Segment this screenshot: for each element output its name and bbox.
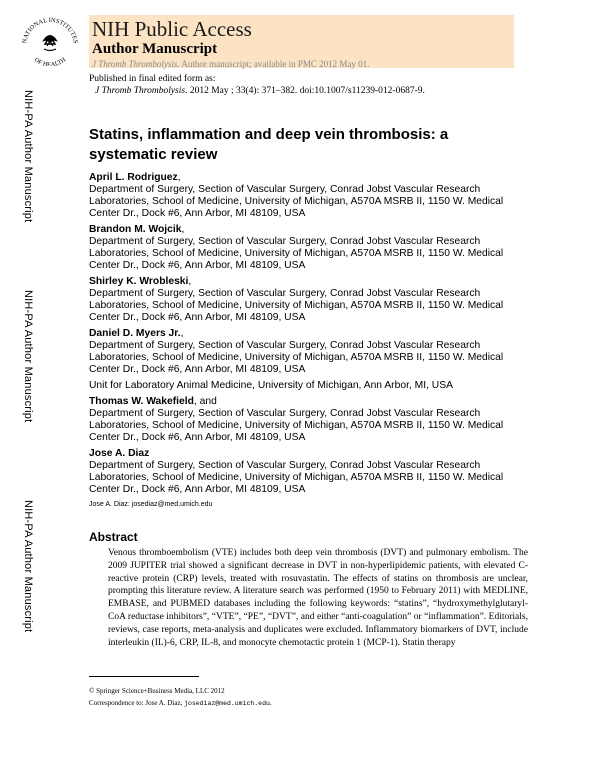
author-separator: , xyxy=(188,276,192,287)
author-name: Thomas W. Wakefield xyxy=(89,396,194,407)
side-label-manuscript: NIH-PA Author Manuscript xyxy=(22,500,34,633)
copyright-notice: © Springer Science+Business Media, LLC 2012 xyxy=(89,687,225,695)
author-entry xyxy=(89,328,529,376)
correspondence-note xyxy=(89,698,272,709)
correspondence-label: Correspondence to: Jose A. Diaz, xyxy=(89,699,185,707)
seal-text-top: NATIONAL INSTITUTES xyxy=(21,16,79,45)
author-separator: , xyxy=(181,224,185,235)
author-email-line: Jose A. Diaz: josediaz@med.umich.edu xyxy=(89,501,213,508)
abstract-heading: Abstract xyxy=(89,530,138,544)
author-name: Shirley K. Wrobleski xyxy=(89,276,189,287)
publication-details: . 2012 May ; 33(4): 371–382. doi:10.1007/s11239-012-0687-9. xyxy=(185,86,425,96)
eagle-icon xyxy=(42,35,58,51)
author-entry xyxy=(89,172,529,220)
side-label-manuscript: NIH-PA Author Manuscript xyxy=(22,290,34,423)
author-name: April L. Rodriguez xyxy=(89,172,178,183)
author-entry xyxy=(89,276,529,324)
author-entry xyxy=(89,396,529,444)
publication-citation xyxy=(95,85,425,97)
correspondence-email: josediaz@med.umich.edu xyxy=(184,700,270,707)
correspondence-end: . xyxy=(269,699,272,707)
author-separator: , xyxy=(180,328,184,339)
author-affiliation: Department of Surgery, Section of Vascular Surgery, Conrad Jobst Vascular Research Laboratories, School of Medicine, University of Michigan, A570A MSRB II, 1150 W. Medical Center Dr., Dock #6, Ann Arbor, MI 48109, USA xyxy=(89,408,504,443)
svg-text:OF HEALTH xyxy=(33,56,68,66)
author-affiliation: Department of Surgery, Section of Vascular Surgery, Conrad Jobst Vascular Research Laboratories, School of Medicine, University of Michigan, A570A MSRB II, 1150 W. Medical Center Dr., Dock #6, Ann Arbor, MI 48109, USA xyxy=(89,340,504,375)
author-manuscript-label: Author Manuscript xyxy=(92,41,218,57)
author-entry xyxy=(89,224,529,272)
side-label-manuscript: NIH-PA Author Manuscript xyxy=(22,90,34,223)
nih-public-access-title: NIH Public Access xyxy=(92,17,252,41)
header-availability: . Author manuscript; available in PMC 2012 May 01. xyxy=(177,59,370,69)
author-affiliation: Department of Surgery, Section of Vascular Surgery, Conrad Jobst Vascular Research Laboratories, School of Medicine, University of Michigan, A570A MSRB II, 1150 W. Medical Center Dr., Dock #6, Ann Arbor, MI 48109, USA xyxy=(89,460,504,495)
seal-text-bottom: OF HEALTH xyxy=(32,56,68,66)
abstract-text: Venous thromboembolism (VTE) includes both deep vein thrombosis (DVT) and pulmonary embolism. The 2009 JUPITER trial showed a significant decrease in DVT in non-hyperlipidemic patients, with elevated C-reactive protein (CRP) levels, treated with rosuvastatin. The effects of statins on thrombosis are unclear, prompting this literature review. A literature search was performed (1950 to February 2011) with MEDLINE, EMBASE, and PUBMED databases including the following keywords: “statins”, “hydroxymethylglutaryl-CoA reductase inhibitors”, “VTE”, “PE”, “DVT”, and either “anti-coagulation” or “inflammation”. Editorials, reviews, case reports, meta-analysis and duplicates were excluded. Inflammatory biomarkers of DVT, include interleukin (IL)-6, CRP, IL-8, and monocyte chemotactic protein 1 (MCP-1). Statin therapy xyxy=(108,548,528,648)
nih-seal-logo xyxy=(14,6,86,66)
footnote-divider xyxy=(89,676,199,677)
author-name: Brandon M. Wojcik xyxy=(89,224,182,235)
extra-affiliation: Unit for Laboratory Animal Medicine, University of Michigan, Ann Arbor, MI, USA xyxy=(89,380,453,391)
author-affiliation: Department of Surgery, Section of Vascular Surgery, Conrad Jobst Vascular Research Laboratories, School of Medicine, University of Michigan, A570A MSRB II, 1150 W. Medical Center Dr., Dock #6, Ann Arbor, MI 48109, USA xyxy=(89,236,504,271)
author-manuscript-citation xyxy=(92,59,369,70)
published-label: Published in final edited form as: xyxy=(89,74,216,84)
header-journal-name: J Thromb Thrombolysis xyxy=(92,59,178,69)
author-separator: , and xyxy=(193,396,217,407)
author-entry xyxy=(89,448,529,496)
author-name: Jose A. Diaz xyxy=(89,448,150,459)
author-affiliation: Department of Surgery, Section of Vascular Surgery, Conrad Jobst Vascular Research Laboratories, School of Medicine, University of Michigan, A570A MSRB II, 1150 W. Medical Center Dr., Dock #6, Ann Arbor, MI 48109, USA xyxy=(89,184,504,219)
author-name: Daniel D. Myers Jr. xyxy=(89,328,181,339)
author-affiliation: Department of Surgery, Section of Vascular Surgery, Conrad Jobst Vascular Research Laboratories, School of Medicine, University of Michigan, A570A MSRB II, 1150 W. Medical Center Dr., Dock #6, Ann Arbor, MI 48109, USA xyxy=(89,288,504,323)
author-separator: , xyxy=(177,172,181,183)
author-list xyxy=(89,172,529,510)
publication-journal-name: J Thromb Thrombolysis xyxy=(95,86,186,96)
article-title: Statins, inflammation and deep vein thrombosis: a systematic review xyxy=(89,126,449,163)
